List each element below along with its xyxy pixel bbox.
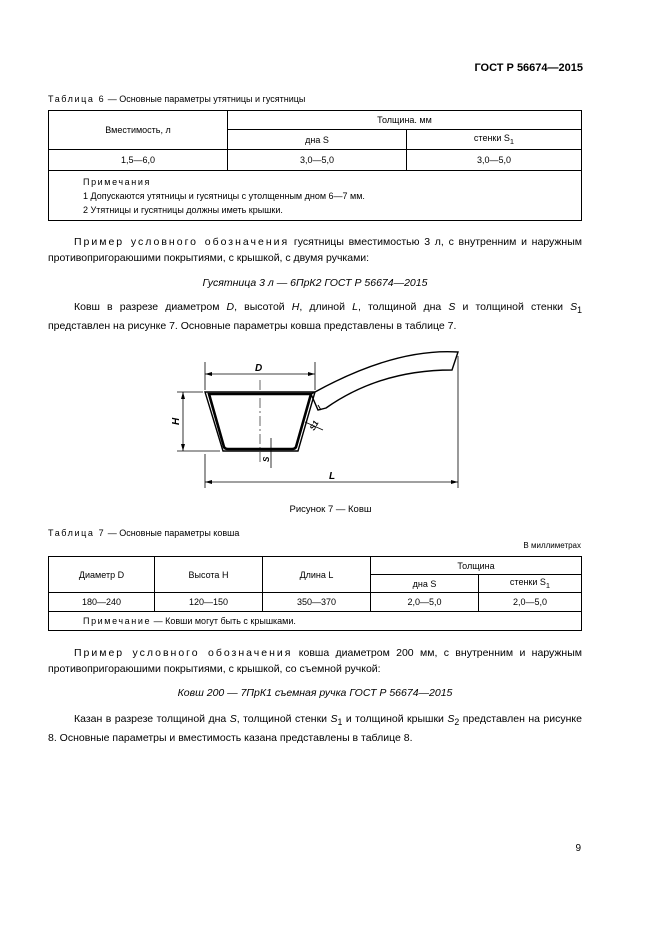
table7-caption [48,528,239,538]
table7-cell-diameter: 180—240 [49,593,155,612]
table6-caption-label: Таблица 6 [48,94,106,104]
table6-header-capacity: Вместимость, л [49,111,228,150]
table7-header-wall: стенки $S_1$ [479,575,582,593]
table6-header-bottom: дна S [228,130,407,150]
figure-label-d: D [255,363,263,374]
figure7-caption: Рисунок 7 — Ковш [289,504,372,515]
example-lead-2: Пример условного обозначения [74,647,293,659]
figure-label-h: H [171,417,182,425]
table7-caption-text: — Основные параметры ковша [105,528,240,538]
designation-example-2: Ковш 200 — 7ПрК1 съемная ручка ГОСТ Р 56674—2015 [177,687,453,699]
table7-note-label: Примечание [83,616,152,626]
arrow-head [205,372,212,376]
table7-header-height: Высота H [155,557,263,593]
arrow-head [451,480,458,484]
table6-note-2: 2 Утятницы и гусятницы должны иметь крышки. [83,204,283,215]
table7-cell-wall: 2,0—5,0 [479,593,582,612]
table6-note-1: 1 Допускаются утятницы и гусятницы с утолщенным дном 6—7 мм. [83,190,365,201]
table6-header-thickness: Толщина. мм [228,111,582,130]
example-paragraph-1 [48,234,582,266]
table6 [48,110,582,221]
table6-caption [48,94,305,104]
example-text-2: ковша диаметром 200 мм, с внутренним и наружным противопригораюшими покрытиями, с крышкой, со съемной ручкой: [48,647,582,675]
table-row [49,150,582,171]
example-lead-1: Пример условного обозначения [74,236,290,248]
ladle-handle [311,352,458,410]
table7 [48,556,582,631]
table7-header-bottom: дна S [371,575,479,593]
table7-caption-label: Таблица 7 [48,528,106,538]
table7-cell-bottom: 2,0—5,0 [371,593,479,612]
paragraph-cauldron-description: Казан в разрезе толщиной дна S, толщиной стенки $S_1$ и толщиной крышки $S_2$ представлен на рисунке 8. Основные параметры и вместимость казана представлены в таблице 8. [48,713,582,745]
table-row [49,593,582,612]
table7-units: В миллиметрах [523,541,581,550]
figure-label-s1: S1 [307,419,321,432]
paragraph-ladle-description: Ковш в разрезе диаметром D, высотой H, длиной L, толщиной дна S и толщиной стенки $S_1$ представлен на рисунке 7. Основные параметры ковша представлены в таблице 7. [48,301,583,333]
table6-caption-text: — Основные параметры утятницы и гусятницы [105,94,306,104]
example-paragraph-2 [48,645,582,677]
table7-cell-height: 120—150 [155,593,263,612]
arrow-head [308,372,315,376]
table7-note-text: — Ковши могут быть с крышками. [151,616,296,626]
document-header: ГОСТ Р 56674—2015 [474,62,583,74]
table6-cell-wall: 3,0—5,0 [407,150,582,171]
table6-header-wall: стенки $S_1$ [407,130,582,150]
ladle-drawing [165,350,475,490]
table6-notes [49,171,582,221]
example-text-1: гусятницы вместимостью 3 л, с внутренним и наружным противопригораюшими покрытиями, с крышкой, с двумя ручками: [48,236,583,264]
table7-header-length: Длина L [263,557,371,593]
arrow-head [205,480,212,484]
arrow-head [181,392,185,399]
figure-label-s: S [262,456,271,462]
figure-label-l: L [329,471,336,482]
page-number: 9 [575,843,581,854]
designation-example-1: Гусятница 3 л — 6ПрК2 ГОСТ Р 56674—2015 [202,277,428,289]
table6-notes-title: Примечания [83,176,151,187]
table7-note [49,612,582,631]
table7-header-diameter: Диаметр D [49,557,155,593]
arrow-head [181,444,185,451]
table6-cell-capacity: 1,5—6,0 [49,150,228,171]
table7-cell-length: 350—370 [263,593,371,612]
table7-header-thickness: Толщина [371,557,582,575]
table6-cell-bottom: 3,0—5,0 [228,150,407,171]
